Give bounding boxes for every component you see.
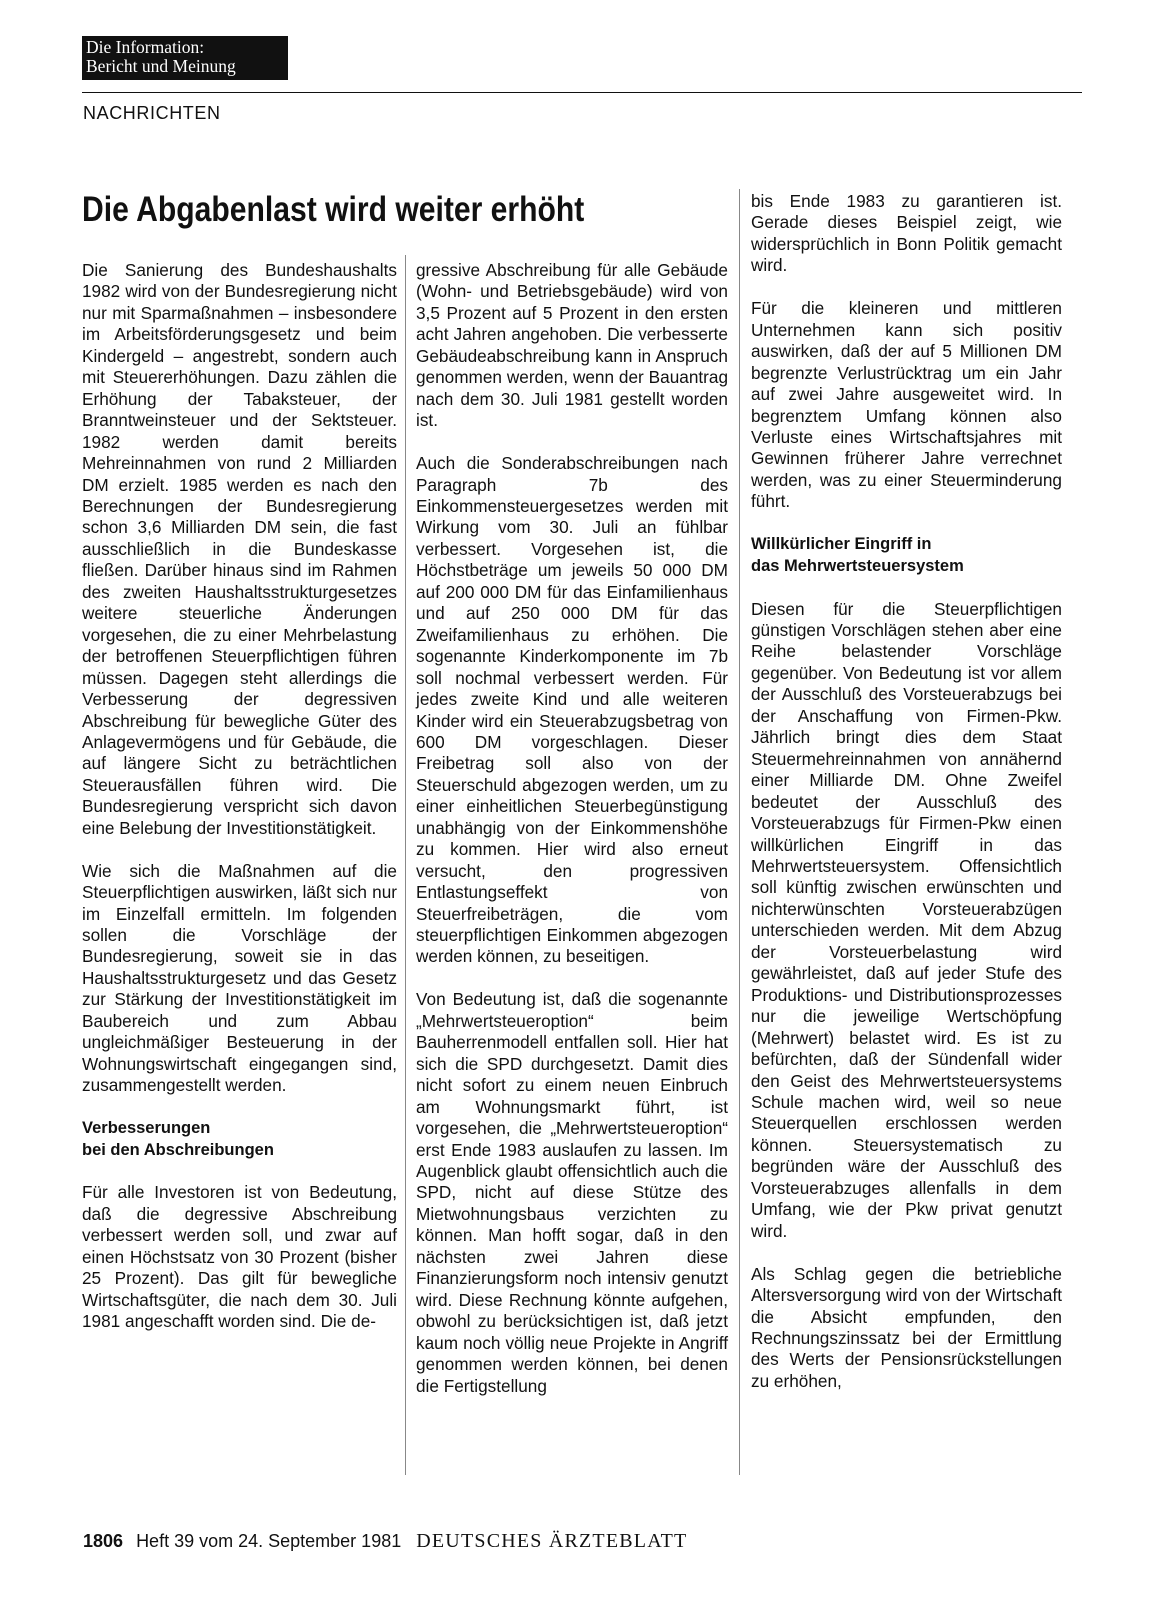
page-number: 1806: [83, 1531, 124, 1551]
paragraph: Von Bedeutung ist, daß die sogenannte „Mehrwertsteueroption“ beim Bauherrenmodell entfallen soll. Hier hat sich die SPD durchgesetzt. Damit dies nicht sofort zu einem neuen Einbruch am Wohnungsmarkt führt, ist vorgesehen, die „Mehrwertsteueroption“ erst Ende 1983 auslaufen zu lassen. Im Augenblick glaubt offensichtlich auch die SPD, nicht auf diese Stütze des Mietwohnungsbaus verzichten zu können. Man hofft sogar, daß in den nächsten zwei Jahren diese Finanzierungsform noch intensiv genutzt wird. Diese Rechnung könnte aufgehen, obwohl zu berücksichtigen ist, daß jetzt kaum noch völlig neue Projekte in Angriff genommen werden können, bei denen die Fertigstellung: [416, 989, 728, 1396]
badge-line-2: Bericht und Meinung: [86, 56, 236, 76]
article-column-1: [82, 260, 397, 1354]
top-divider: [82, 92, 1082, 93]
paragraph: Diesen für die Steuerpflichtigen günstigen Vorschlägen stehen aber eine Reihe belastender Vorschläge gegenüber. Von Bedeutung ist vor allem der Ausschluß des Vorsteuerabzugs bei der Anschaffung von Firmen-Pkw. Jährlich bringt dies dem Staat Steuermehreinnahmen von annähernd einer Milliarde DM. Ohne Zweifel bedeutet der Ausschluß des Vorsteuerabzugs für Firmen-Pkw einen willkürlichen Eingriff in das Mehrwertsteuersystem. Offensichtlich soll künftig zwischen erwünschten und nichterwünschten Vorsteuerabzügen unterschieden werden. Mit dem Abzug der Vorsteuerbelastung wird gewährleistet, daß auf jeder Stufe des Produktions- und Distributionsprozesses nur die jeweilige Wertschöpfung (Mehrwert) belastet wird. Es ist zu befürchten, daß der Sündenfall wider den Geist des Mehrwertsteuersystems Schule machen wird, weil so neue Steuerquellen erschlossen werden können. Steuersystematisch zu begründen wäre der Ausschluß des Vorsteuerabzuges allenfalls in dem Umfang, wie der Pkw privat genutzt wird.: [751, 598, 1062, 1241]
subheading-line: bei den Abschreibungen: [82, 1140, 274, 1159]
paragraph: Auch die Sonderabschreibungen nach Paragraph 7b des Einkommensteuergesetzes werden mit Wirkung vom 30. Juli an fühlbar verbessert. Vorgesehen ist, die Höchstbeträge um jeweils 50 000 DM auf 200 000 DM für das Einfamilienhaus und auf 250 000 DM für das Zweifamilienhaus zu erhöhen. Die sogenannte Kinderkomponente im 7b soll nochmal verbessert werden. Für jedes zweite Kind und alle weiteren Kinder wird ein Steuerabzugsbetrag von 600 DM vorgeschlagen. Dieser Freibetrag soll also von der Steuerschuld abgezogen werden, um zu einer einheitlichen Steuerbegünstigung unabhängig von der Einkommenshöhe zu kommen. Hier wird also erneut versucht, den progressiven Entlastungseffekt von Steuerfreibeträgen, die vom steuerpflichtigen Einkommen abgezogen werden können, zu beseitigen.: [416, 453, 728, 967]
paragraph: Als Schlag gegen die betriebliche Altersversorgung wird von der Wirtschaft die Absicht empfunden, den Rechnungszinssatz bei der Ermittlung des Werts der Pensionsrückstellungen zu erhöhen,: [751, 1263, 1062, 1391]
subheading-line: Verbesserungen: [82, 1119, 211, 1138]
paragraph: bis Ende 1983 zu garantieren ist. Gerade dieses Beispiel zeigt, wie widersprüchlich in Bonn Politik gemacht wird.: [751, 191, 1062, 276]
article-headline: Die Abgabenlast wird weiter erhöht: [82, 190, 585, 229]
paragraph: Die Sanierung des Bundeshaushalts 1982 wird von der Bundesregierung nicht nur mit Sparmaßnahmen – insbesondere im Arbeitsförderungsgesetz und beim Kindergeld – angestrebt, sondern auch mit Steuererhöhungen. Dazu zählen die Erhöhung der Tabaksteuer, der Branntweinsteuer und der Sektsteuer. 1982 werden damit bereits Mehreinnahmen von rund 2 Milliarden DM erzielt. 1985 werden es nach den Berechnungen der Bundesregierung schon 3,6 Milliarden DM sein, die fast ausschließlich in die Bundeskasse fließen. Darüber hinaus sind im Rahmen des zweiten Haushaltsstrukturgesetzes weitere steuerliche Änderungen vorgesehen, die zu einer Mehrbelastung der betroffenen Steuerpflichtigen führen müssen. Dagegen steht allerdings die Verbesserung der degressiven Abschreibung für bewegliche Güter des Anlagevermögens und für Gebäude, die auf längere Sicht zu beträchtlichen Steuerausfällen führen wird. Die Bundesregierung verspricht sich davon eine Belebung der Investitionstätigkeit.: [82, 260, 397, 838]
subheading-line: das Mehrwertsteuersystem: [751, 556, 964, 575]
section-badge: [82, 36, 288, 80]
column-divider-1: [405, 255, 406, 1475]
article-column-2: [416, 260, 728, 1418]
paragraph: Wie sich die Maßnahmen auf die Steuerpflichtigen auswirken, läßt sich nur im Einzelfall ermitteln. Im folgenden sollen die Vorschläge der Bundesregierung, soweit sie in das Haushaltsstrukturgesetz und das Gesetz zur Stärkung der Investitionstätigkeit im Baubereich und zum Abbau ungleichmäßiger Besteuerung in der Wohnungswirtschaft eingegangen sind, zusammengestellt werden.: [82, 860, 397, 1096]
subheading: [82, 1118, 397, 1161]
article-column-3: [751, 191, 1062, 1414]
page-footer: [83, 1530, 687, 1553]
paragraph: gressive Abschreibung für alle Gebäude (Wohn- und Betriebsgebäude) wird von 3,5 Prozent auf 5 Prozent in den ersten acht Jahren angehoben. Die verbesserte Gebäudeabschreibung kann in Anspruch genommen werden, wenn der Bauantrag nach dem 30. Juli 1981 gestellt worden ist.: [416, 260, 728, 431]
badge-line-1: Die Information:: [86, 37, 205, 57]
subheading-line: Willkürlicher Eingriff in: [751, 535, 932, 554]
paragraph: Für die kleineren und mittleren Unternehmen kann sich positiv auswirken, daß der auf 5 Millionen DM begrenzte Verlustrücktrag um ein Jahr auf zwei Jahre ausgeweitet wird. In begrenztem Umfang können also Verluste eines Wirtschaftsjahres mit Gewinnen früherer Jahre verrechnet werden, was zu einer Steuerminderung führt.: [751, 298, 1062, 512]
issue-info: Heft 39 vom 24. September 1981: [136, 1531, 402, 1551]
subheading: [751, 534, 1062, 577]
paragraph: Für alle Investoren ist von Bedeutung, daß die degressive Abschreibung verbessert werden soll, und zwar auf einen Höchstsatz von 30 Prozent (bisher 25 Prozent). Das gilt für bewegliche Wirtschaftsgüter, die nach dem 30. Juli 1981 angeschafft worden sind. Die de-: [82, 1182, 397, 1332]
column-divider-2: [739, 189, 740, 1475]
section-label: NACHRICHTEN: [83, 103, 221, 123]
journal-name: DEUTSCHES ÄRZTEBLATT: [416, 1530, 688, 1552]
